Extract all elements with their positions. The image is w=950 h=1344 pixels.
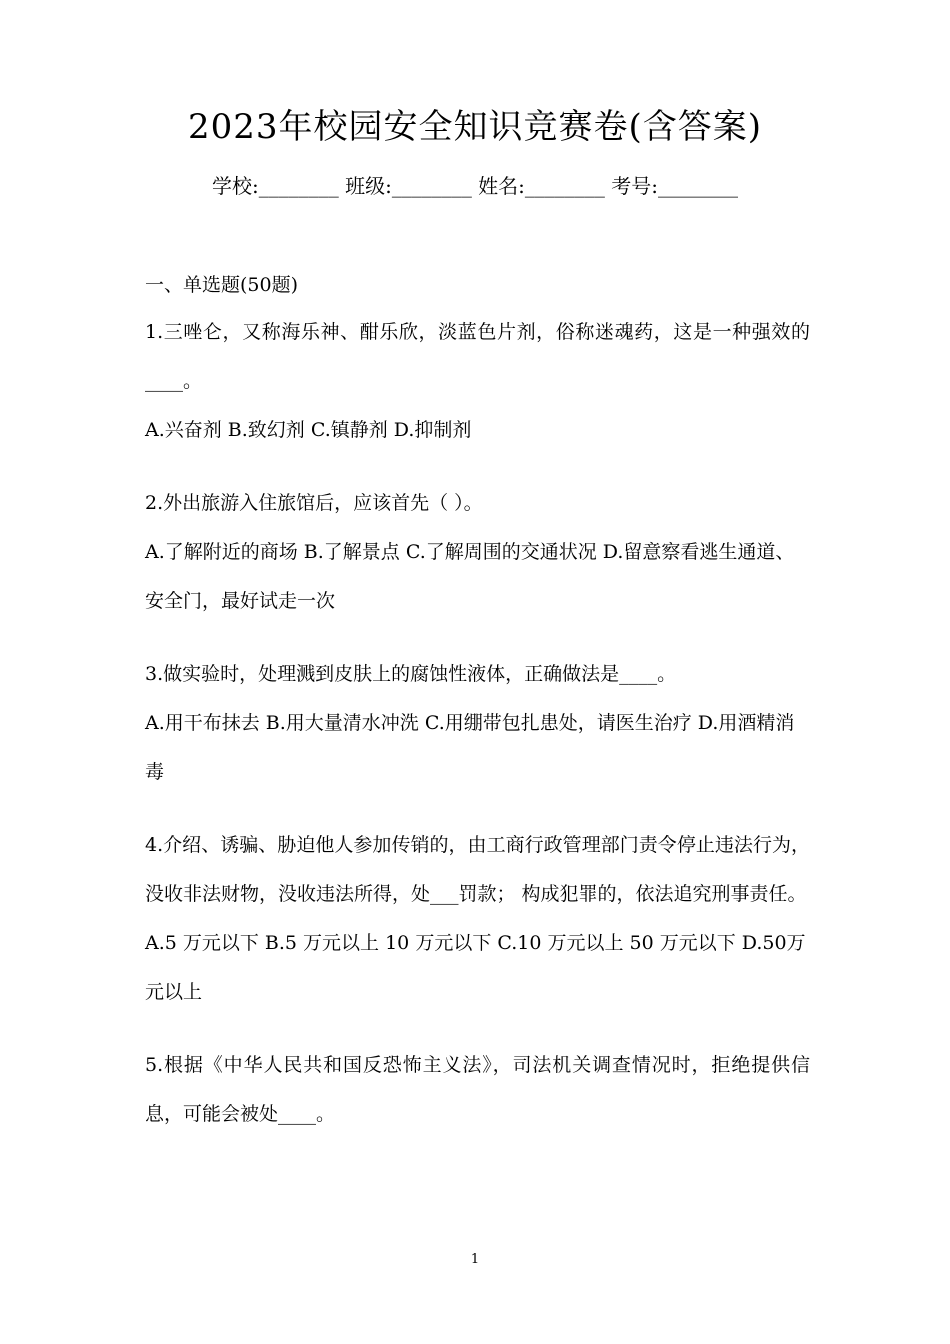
student-info-line: 学校:________ 班级:________ 姓名:________ 考号:________ [211, 174, 739, 198]
document-title: 2023年校园安全知识竞赛卷(含答案) [187, 107, 763, 147]
question-options: A.兴奋剂 B.致幻剂 C.镇静剂 D.抑制剂 [145, 419, 472, 441]
question-5 [145, 1041, 810, 1139]
page-number: 1 [470, 1252, 480, 1267]
question-stem: 5.根据《中华人民共和国反恐怖主义法》，司法机关调查情况时，拒绝提供信息，可能会被处____。 [145, 1054, 810, 1125]
question-3 [145, 650, 810, 797]
question-4 [145, 821, 810, 1017]
question-stem: 2.外出旅游入住旅馆后，应该首先（ ）。 [145, 492, 483, 514]
question-stem: 4.介绍、诱骗、胁迫他人参加传销的，由工商行政管理部门责令停止违法行为，没收非法财物，没收违法所得，处___罚款； 构成犯罪的，依法追究刑事责任。 [145, 834, 810, 905]
question-1 [145, 308, 810, 455]
question-stem: 1.三唑仑，又称海乐神、酣乐欣，淡蓝色片剂，俗称迷魂药，这是一种强效的 ____。 [145, 321, 810, 392]
section-heading: 一、单选题(50题) [145, 274, 299, 296]
question-stem: 3.做实验时，处理溅到皮肤上的腐蚀性液体，正确做法是____。 [145, 663, 677, 685]
question-options: A.用干布抹去 B.用大量清水冲洗 C.用绷带包扎患处，请医生治疗 D.用酒精消毒 [145, 712, 795, 783]
question-2 [145, 479, 810, 626]
question-options: A.5 万元以下 B.5 万元以上 10 万元以下 C.10 万元以上 50 万元以下 D.50万元以上 [145, 932, 806, 1003]
question-options: A.了解附近的商场 B.了解景点 C.了解周围的交通状况 D.留意察看逃生通道、安全门，最好试走一次 [145, 541, 795, 612]
exam-content [145, 266, 810, 1163]
